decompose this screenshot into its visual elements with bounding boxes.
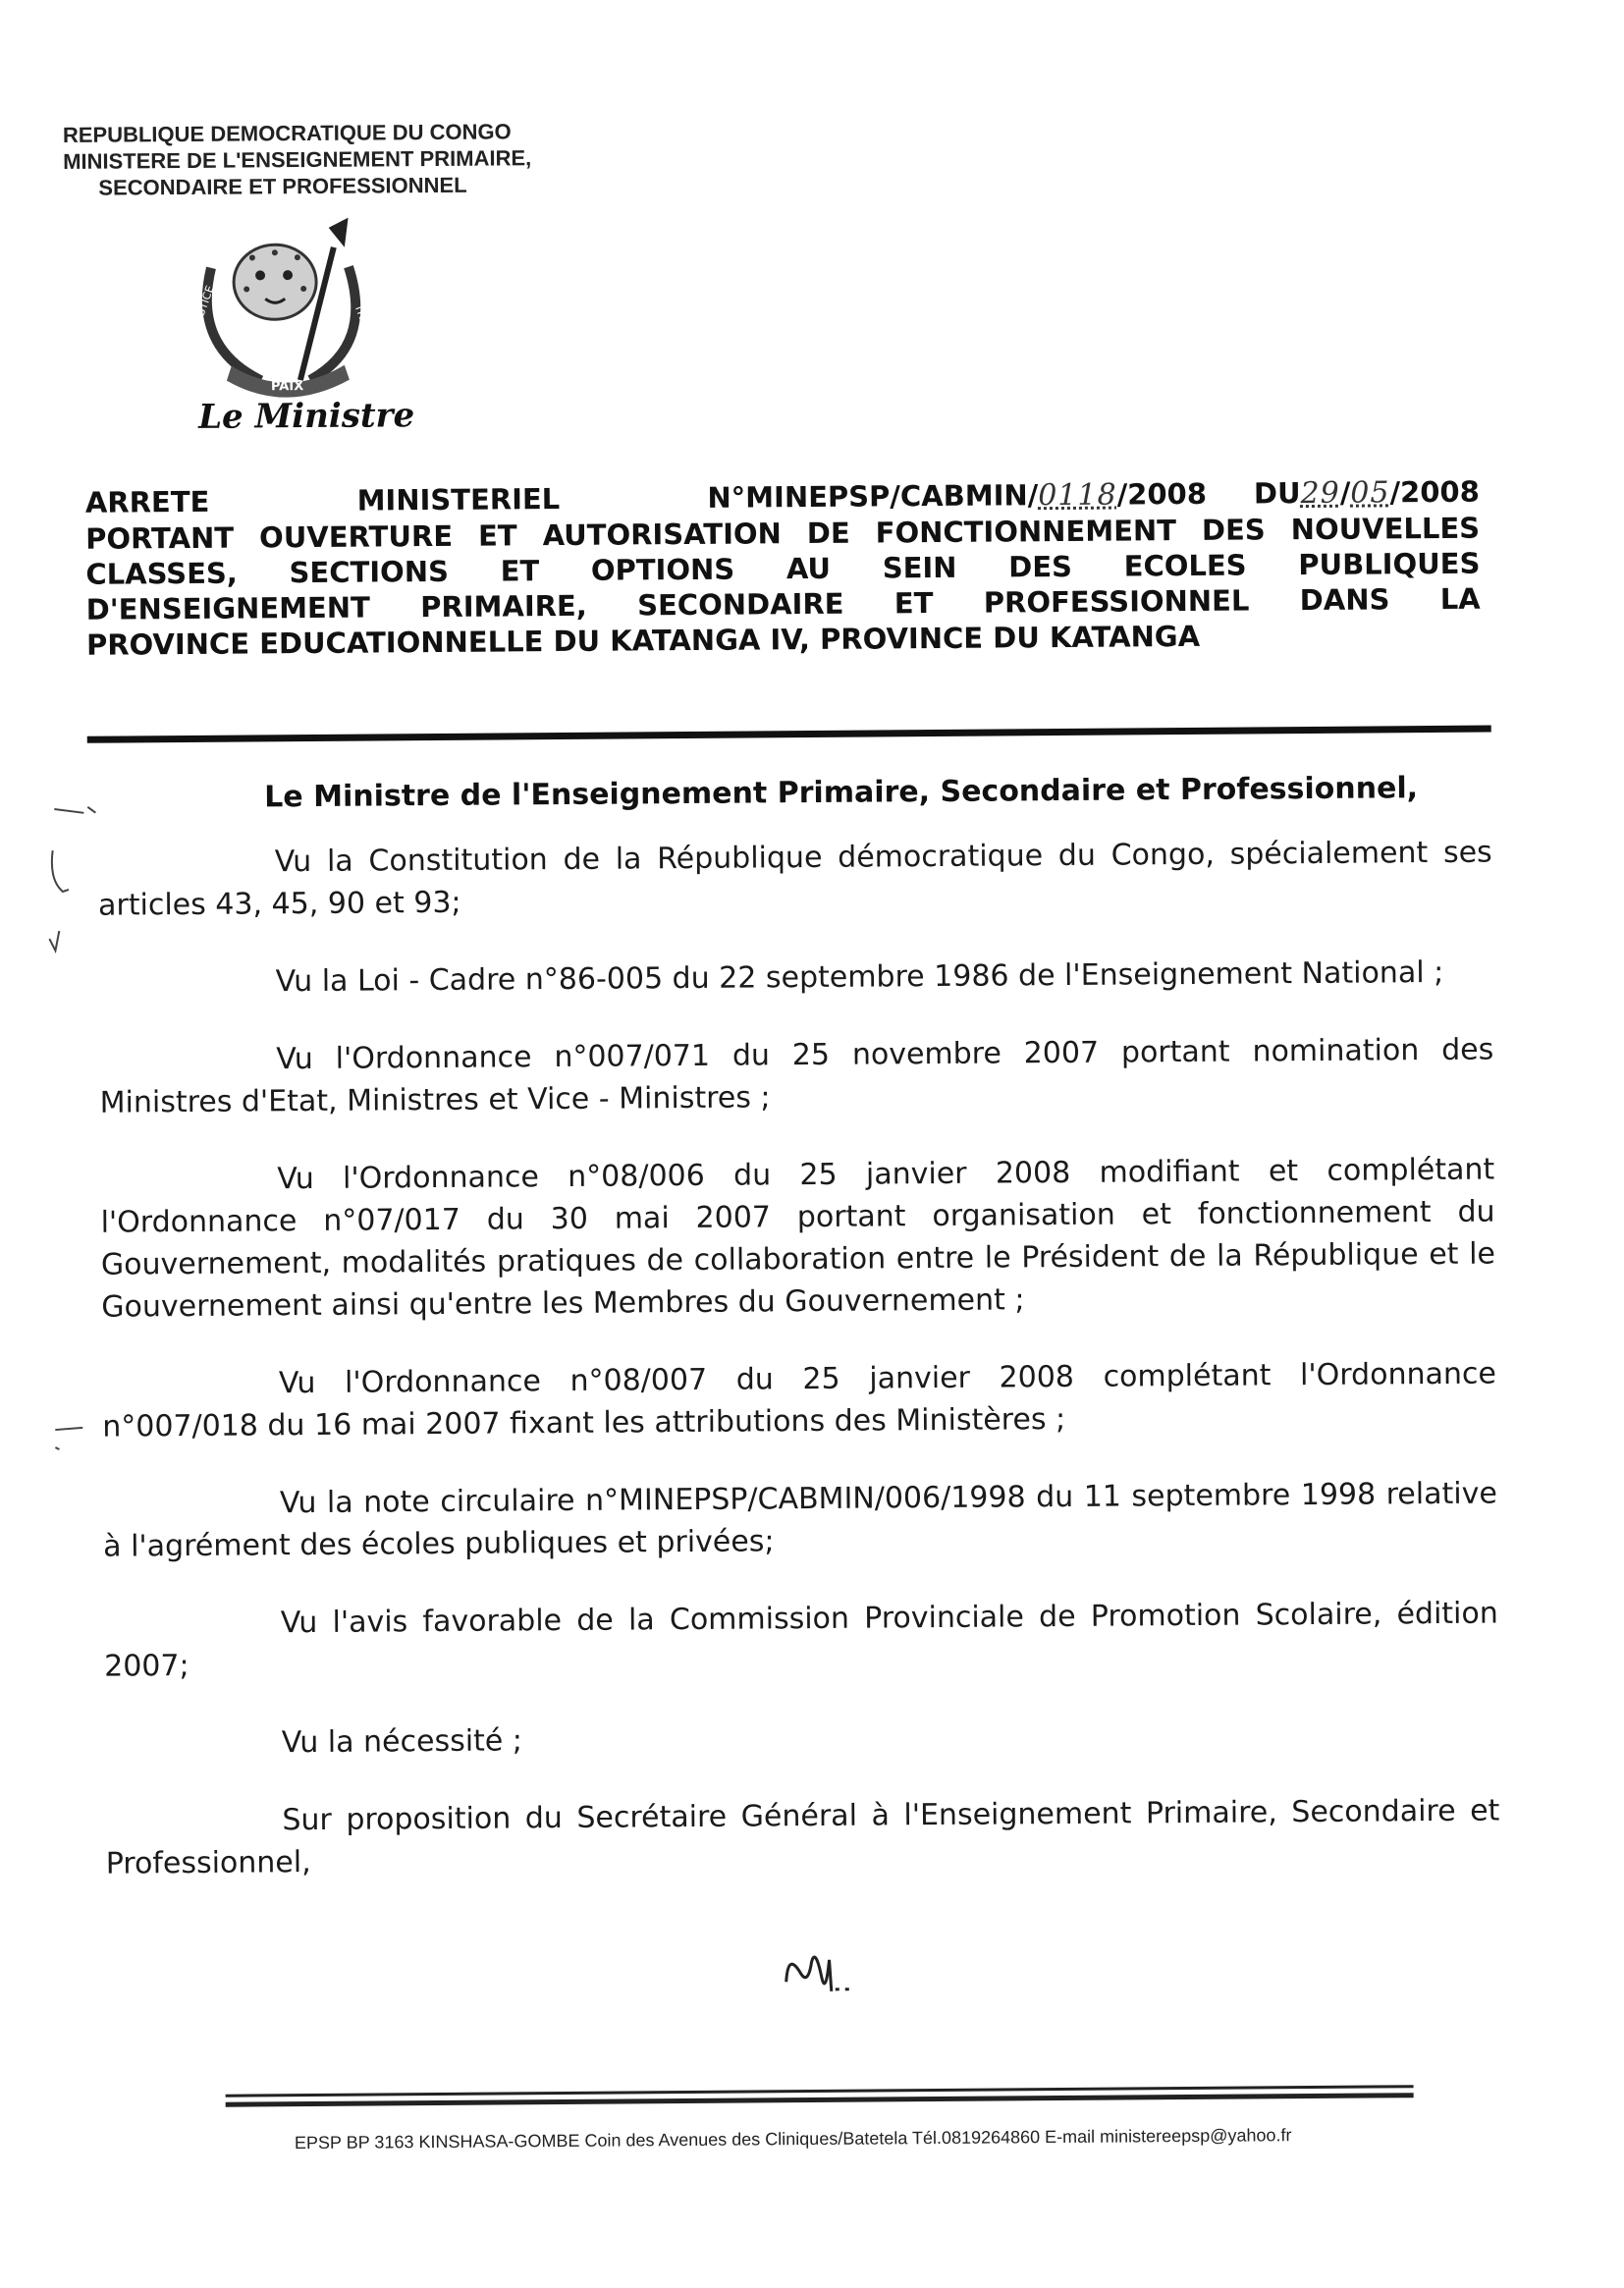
letterhead-country: REPUBLIQUE DEMOCRATIQUE DU CONGO [62,119,512,147]
letterhead-ministry: MINISTERE DE L'ENSEIGNEMENT PRIMAIRE, [63,145,532,174]
decree-title-line4: D'ENSEIGNEMENT PRIMAIRE, SECONDAIRE ET PROFESSIONNEL DANS LA [85,581,1481,626]
margin-scribble-icon [49,1420,98,1459]
recital-paragraph: Vu la note circulaire n°MINEPSP/CABMIN/006/1998 du 11 septembre 1998 relative à l'agrément des écoles publiques et privées; [103,1476,1497,1564]
decree-title-line2: PORTANT OUVERTURE ET AUTORISATION DE FONCTIONNEMENT DES NOUVELLES [85,511,1481,556]
letterhead-ministry-cont: SECONDAIRE ET PROFESSIONNEL [98,172,467,200]
decree-body [98,832,1501,1921]
recital-paragraph: Vu l'Ordonnance n°007/071 du 25 novembre 2007 portant nomination des Ministres d'Etat, Ministres et Vice - Ministres ; [99,1032,1494,1120]
date-prefix: DU [1253,476,1301,511]
title-divider [87,726,1491,743]
recital-paragraph: Sur proposition du Secrétaire Général à l'Enseignement Primaire, Secondaire et Professionnel, [105,1793,1500,1881]
date-day-handwritten: 29 [1300,475,1340,512]
recital-paragraph: Vu l'avis favorable de la Commission Provinciale de Promotion Scolaire, édition 2007; [104,1596,1498,1684]
signatory-title: Le Ministre [198,396,415,437]
recital-paragraph: Vu la nécessité ; [281,1723,523,1761]
decree-title-line5: PROVINCE EDUCATIONNELLE DU KATANGA IV, PROVINCE DU KATANGA [85,619,1201,662]
ref-prefix: N°MINEPSP/CABMIN/ [707,478,1039,515]
date-month-handwritten: 05 [1350,475,1390,511]
minister-heading: Le Ministre de l'Enseignement Primaire, Secondaire et Professionnel, [264,771,1419,815]
ribbon-center-text: PAIX [270,379,304,395]
recital-paragraph: Vu la Constitution de la République démocratique du Congo, spécialement ses articles 43, 45, 90 et 93; [97,835,1492,923]
title-word-arrete: ARRETE [84,484,210,519]
recital-paragraph: Vu la Loi - Cadre n°86-005 du 22 septembre 1986 de l'Enseignement National ; [275,954,1444,1000]
decree-title-line3: CLASSES, SECTIONS ET OPTIONS AU SEIN DES ECOLES PUBLIQUES [85,546,1481,591]
title-word-ministeriel: MINISTERIEL [356,481,561,518]
initials-signature-icon [778,1942,866,2002]
coat-of-arms-icon [182,207,429,415]
ribbon-left-text: JUSTICE [190,284,217,328]
footer-address: EPSP BP 3163 KINSHASA-GOMBE Coin des Avenues des Cliniques/Batetela Tél.0819264860 E-mail ministereepsp@yahoo.fr [294,2125,1292,2153]
decree-reference [707,474,1480,517]
date-year: /2008 [1389,474,1480,510]
recital-paragraph: Vu l'Ordonnance n°08/007 du 25 janvier 2008 complétant l'Ordonnance n°007/018 du 16 mai 2007 fixant les attributions des Ministères ; [102,1356,1497,1444]
margin-scribble-icon [44,801,104,958]
letterhead [63,118,614,201]
date-separator: / [1339,475,1351,510]
ribbon-right-text: TRAVAIL [352,302,380,349]
ref-number-handwritten: 0118 [1038,477,1117,514]
decree-title [85,474,1481,663]
ref-year: /2008 [1116,476,1208,512]
recital-paragraph: Vu l'Ordonnance n°08/006 du 25 janvier 2008 modifiant et complétant l'Ordonnance n°07/017 du 30 mai 2007 portant organisation et fonctionnement du Gouvernement, modalités pratiques de collaboration entre le Président de la République et le Gouvernement ainsi qu'entre les Membres du Gouvernement ; [100,1152,1496,1325]
